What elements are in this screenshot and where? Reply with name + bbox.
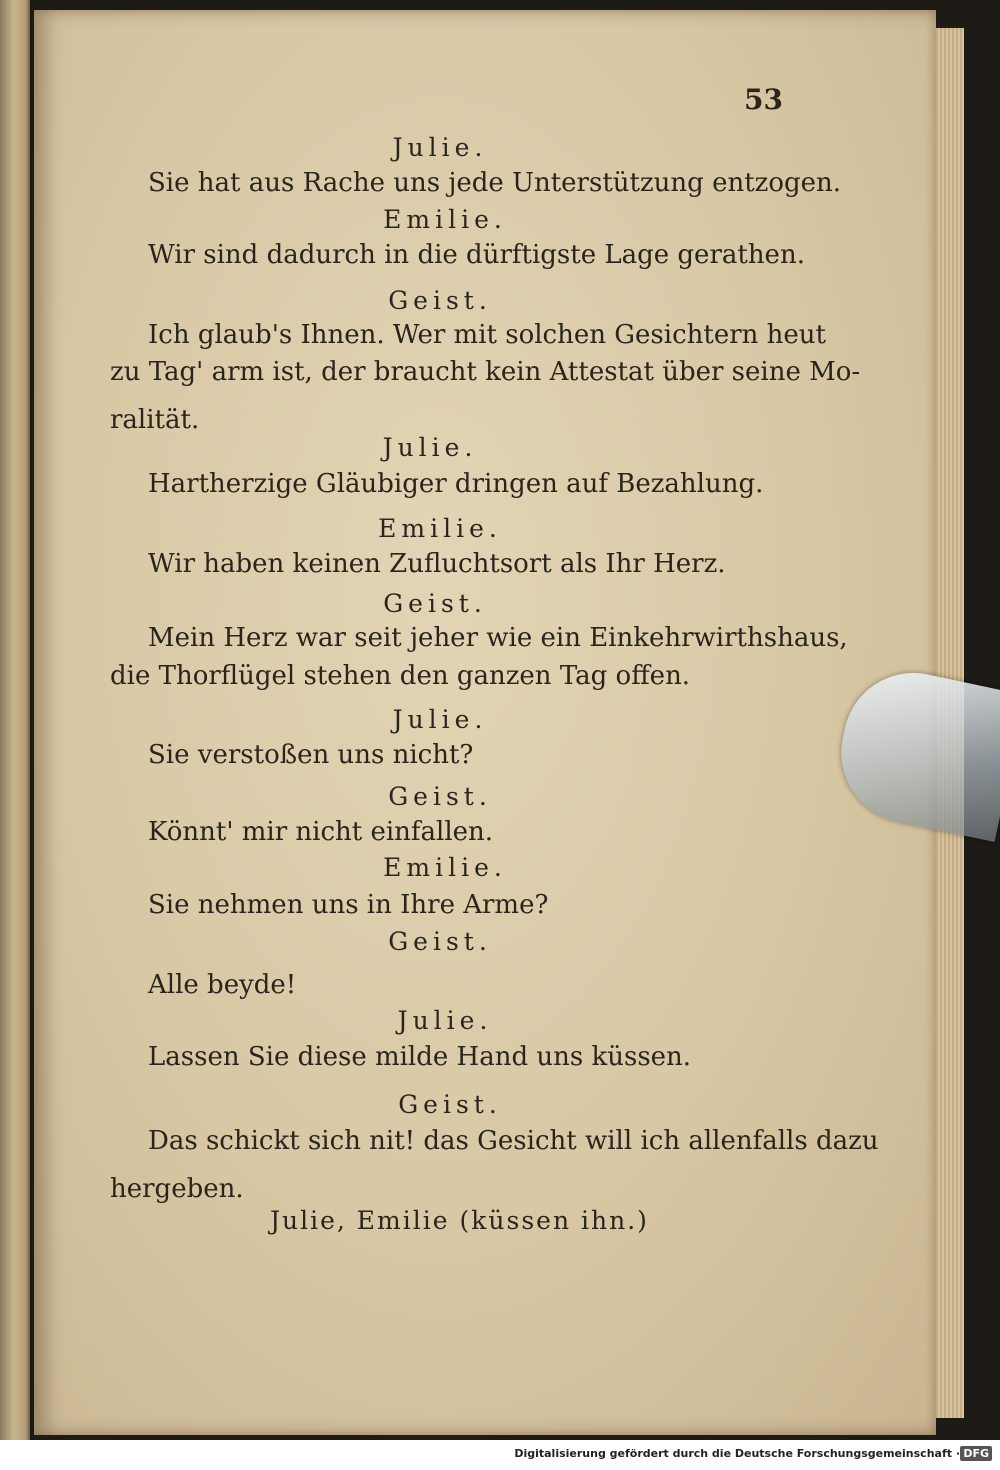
text-line: die Thorflügel stehen den ganzen Tag offen.	[110, 661, 691, 691]
speaker-heading: Geist.	[388, 782, 492, 811]
speaker-heading: Julie.	[397, 1006, 493, 1035]
speaker-heading: Julie.	[382, 433, 478, 462]
speaker-heading: Geist.	[383, 589, 487, 618]
speaker-heading: Julie.	[392, 133, 488, 162]
speaker-heading: Geist.	[398, 1090, 502, 1119]
speaker-heading: Julie, Emilie (küssen ihn.)	[270, 1206, 649, 1235]
facing-page-edge	[0, 0, 30, 1440]
text-line: Sie hat aus Rache uns jede Unterstützung entzogen.	[148, 168, 842, 198]
text-line: Sie verstoßen uns nicht?	[148, 740, 474, 770]
text-line: Alle beyde!	[148, 970, 297, 1000]
funding-credit: Digitalisierung gefördert durch die Deutsche Forschungsgemeinschaft ·	[514, 1447, 960, 1460]
speaker-heading: Julie.	[392, 705, 488, 734]
footer-bar	[0, 1440, 1000, 1470]
text-line: Ich glaub's Ihnen. Wer mit solchen Gesichtern heut	[148, 320, 826, 350]
speaker-heading: Emilie.	[383, 853, 507, 882]
text-line: hergeben.	[110, 1174, 244, 1204]
speaker-heading: Geist.	[388, 286, 492, 315]
dfg-logo: DFG	[960, 1446, 992, 1461]
text-line: Hartherzige Gläubiger dringen auf Bezahlung.	[148, 469, 764, 499]
text-line: ralität.	[110, 405, 200, 435]
speaker-heading: Geist.	[388, 927, 492, 956]
text-line: Könnt' mir nicht einfallen.	[148, 817, 494, 847]
speaker-heading: Emilie.	[378, 514, 502, 543]
speaker-heading: Emilie.	[383, 205, 507, 234]
text-line: Mein Herz war seit jeher wie ein Einkehrwirthshaus,	[148, 623, 848, 653]
text-line: Wir haben keinen Zufluchtsort als Ihr Herz.	[148, 549, 726, 579]
text-line: Wir sind dadurch in die dürftigste Lage gerathen.	[148, 240, 805, 270]
page-number: 53	[744, 83, 783, 116]
text-line: Sie nehmen uns in Ihre Arme?	[148, 890, 549, 920]
text-line: Das schickt sich nit! das Gesicht will ich allenfalls dazu	[148, 1126, 879, 1156]
text-line: zu Tag' arm ist, der braucht kein Attestat über seine Mo-	[110, 357, 861, 387]
text-line: Lassen Sie diese milde Hand uns küssen.	[148, 1042, 692, 1072]
